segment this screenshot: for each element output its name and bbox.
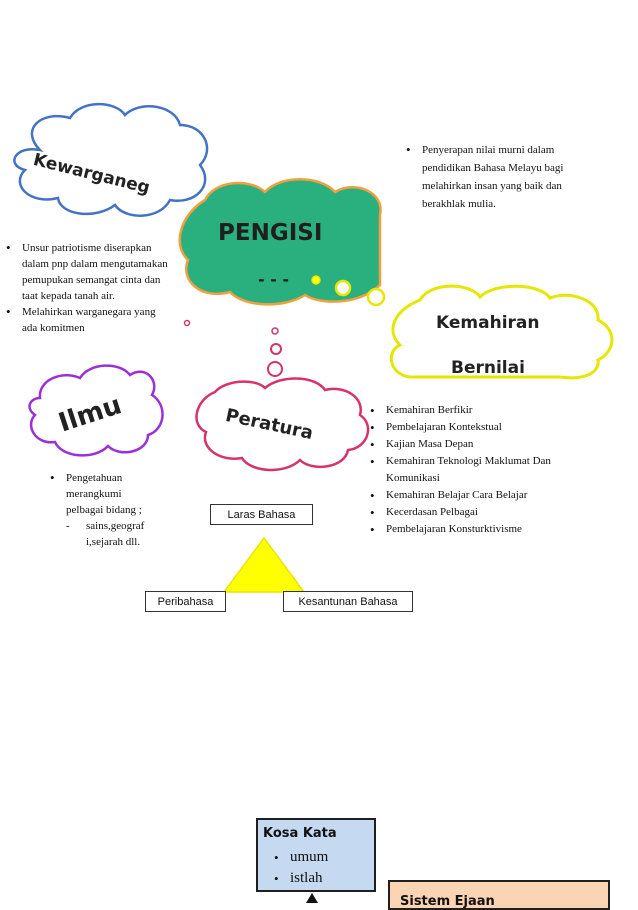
list-item: • Kecerdasan Pelbagai (370, 504, 590, 521)
patriotisme-list (6, 240, 170, 336)
list-item: • Kemahiran Belajar Cara Belajar (370, 487, 590, 504)
laras-bahasa-label: Laras Bahasa (210, 504, 313, 525)
bahasa-triangle (224, 538, 304, 592)
list-item: • umum (274, 847, 328, 868)
kewarganegaraan-label: Kewarganeg (31, 150, 152, 199)
list-item: • Pengetahuan merangkumi pelbagai bidang ; (50, 470, 144, 518)
list-item: • istlah (274, 868, 328, 889)
ilmu-label: Ilmu (55, 390, 126, 439)
sub-marker: - (66, 520, 70, 532)
sistem-ejaan-box (388, 880, 610, 910)
central-subtitle: - - - (258, 270, 290, 289)
peribahasa-label: Peribahasa (145, 591, 226, 612)
list-item: • Kemahiran Berfikir (370, 402, 590, 419)
list-item: • Penyerapan nilai murni dalam pendidikan Bahasa Melayu bagi melahirkan insan yang baik dan berakhlak mulia. (406, 141, 594, 213)
list-item: • Pembelajaran Kontekstual (370, 419, 590, 436)
list-item: • Kemahiran Teknologi Maklumat Dan Komunikasi (370, 453, 590, 487)
arrow-shaft (311, 897, 313, 903)
ilmu-sub-item (66, 518, 148, 550)
kemahiran-label: Kemahiran (436, 313, 540, 333)
list-item: • Melahirkan warganegara yang ada komitmen (6, 304, 170, 336)
kosa-kata-title: Kosa Kata (263, 826, 337, 841)
list-item: • Kajian Masa Depan (370, 436, 590, 453)
central-title: PENGISI (218, 220, 323, 246)
list-item: • Unsur patriotisme diserapkan dalam pnp dalam mengutamakan pemupukan semangat cinta dan taat kepada tanah air. (6, 240, 170, 304)
kemahiran-label-line2: Bernilai (451, 360, 525, 375)
sub-item-text: sains,geografi,sejarah dll. (86, 520, 145, 548)
nilai-murni-list (406, 141, 594, 213)
kosa-kata-box (256, 818, 376, 892)
list-item: • Pembelajaran Konsturktivisme (370, 521, 590, 538)
kesantunan-bahasa-label: Kesantunan Bahasa (283, 591, 413, 612)
ilmu-list (50, 470, 144, 518)
sistem-ejaan-label: Sistem Ejaan (400, 894, 495, 909)
kemahiran-list (370, 402, 590, 538)
kemahiran-label-clip (410, 360, 590, 375)
peraturan-label: Peratura (223, 405, 315, 445)
kosa-kata-list (274, 847, 328, 889)
